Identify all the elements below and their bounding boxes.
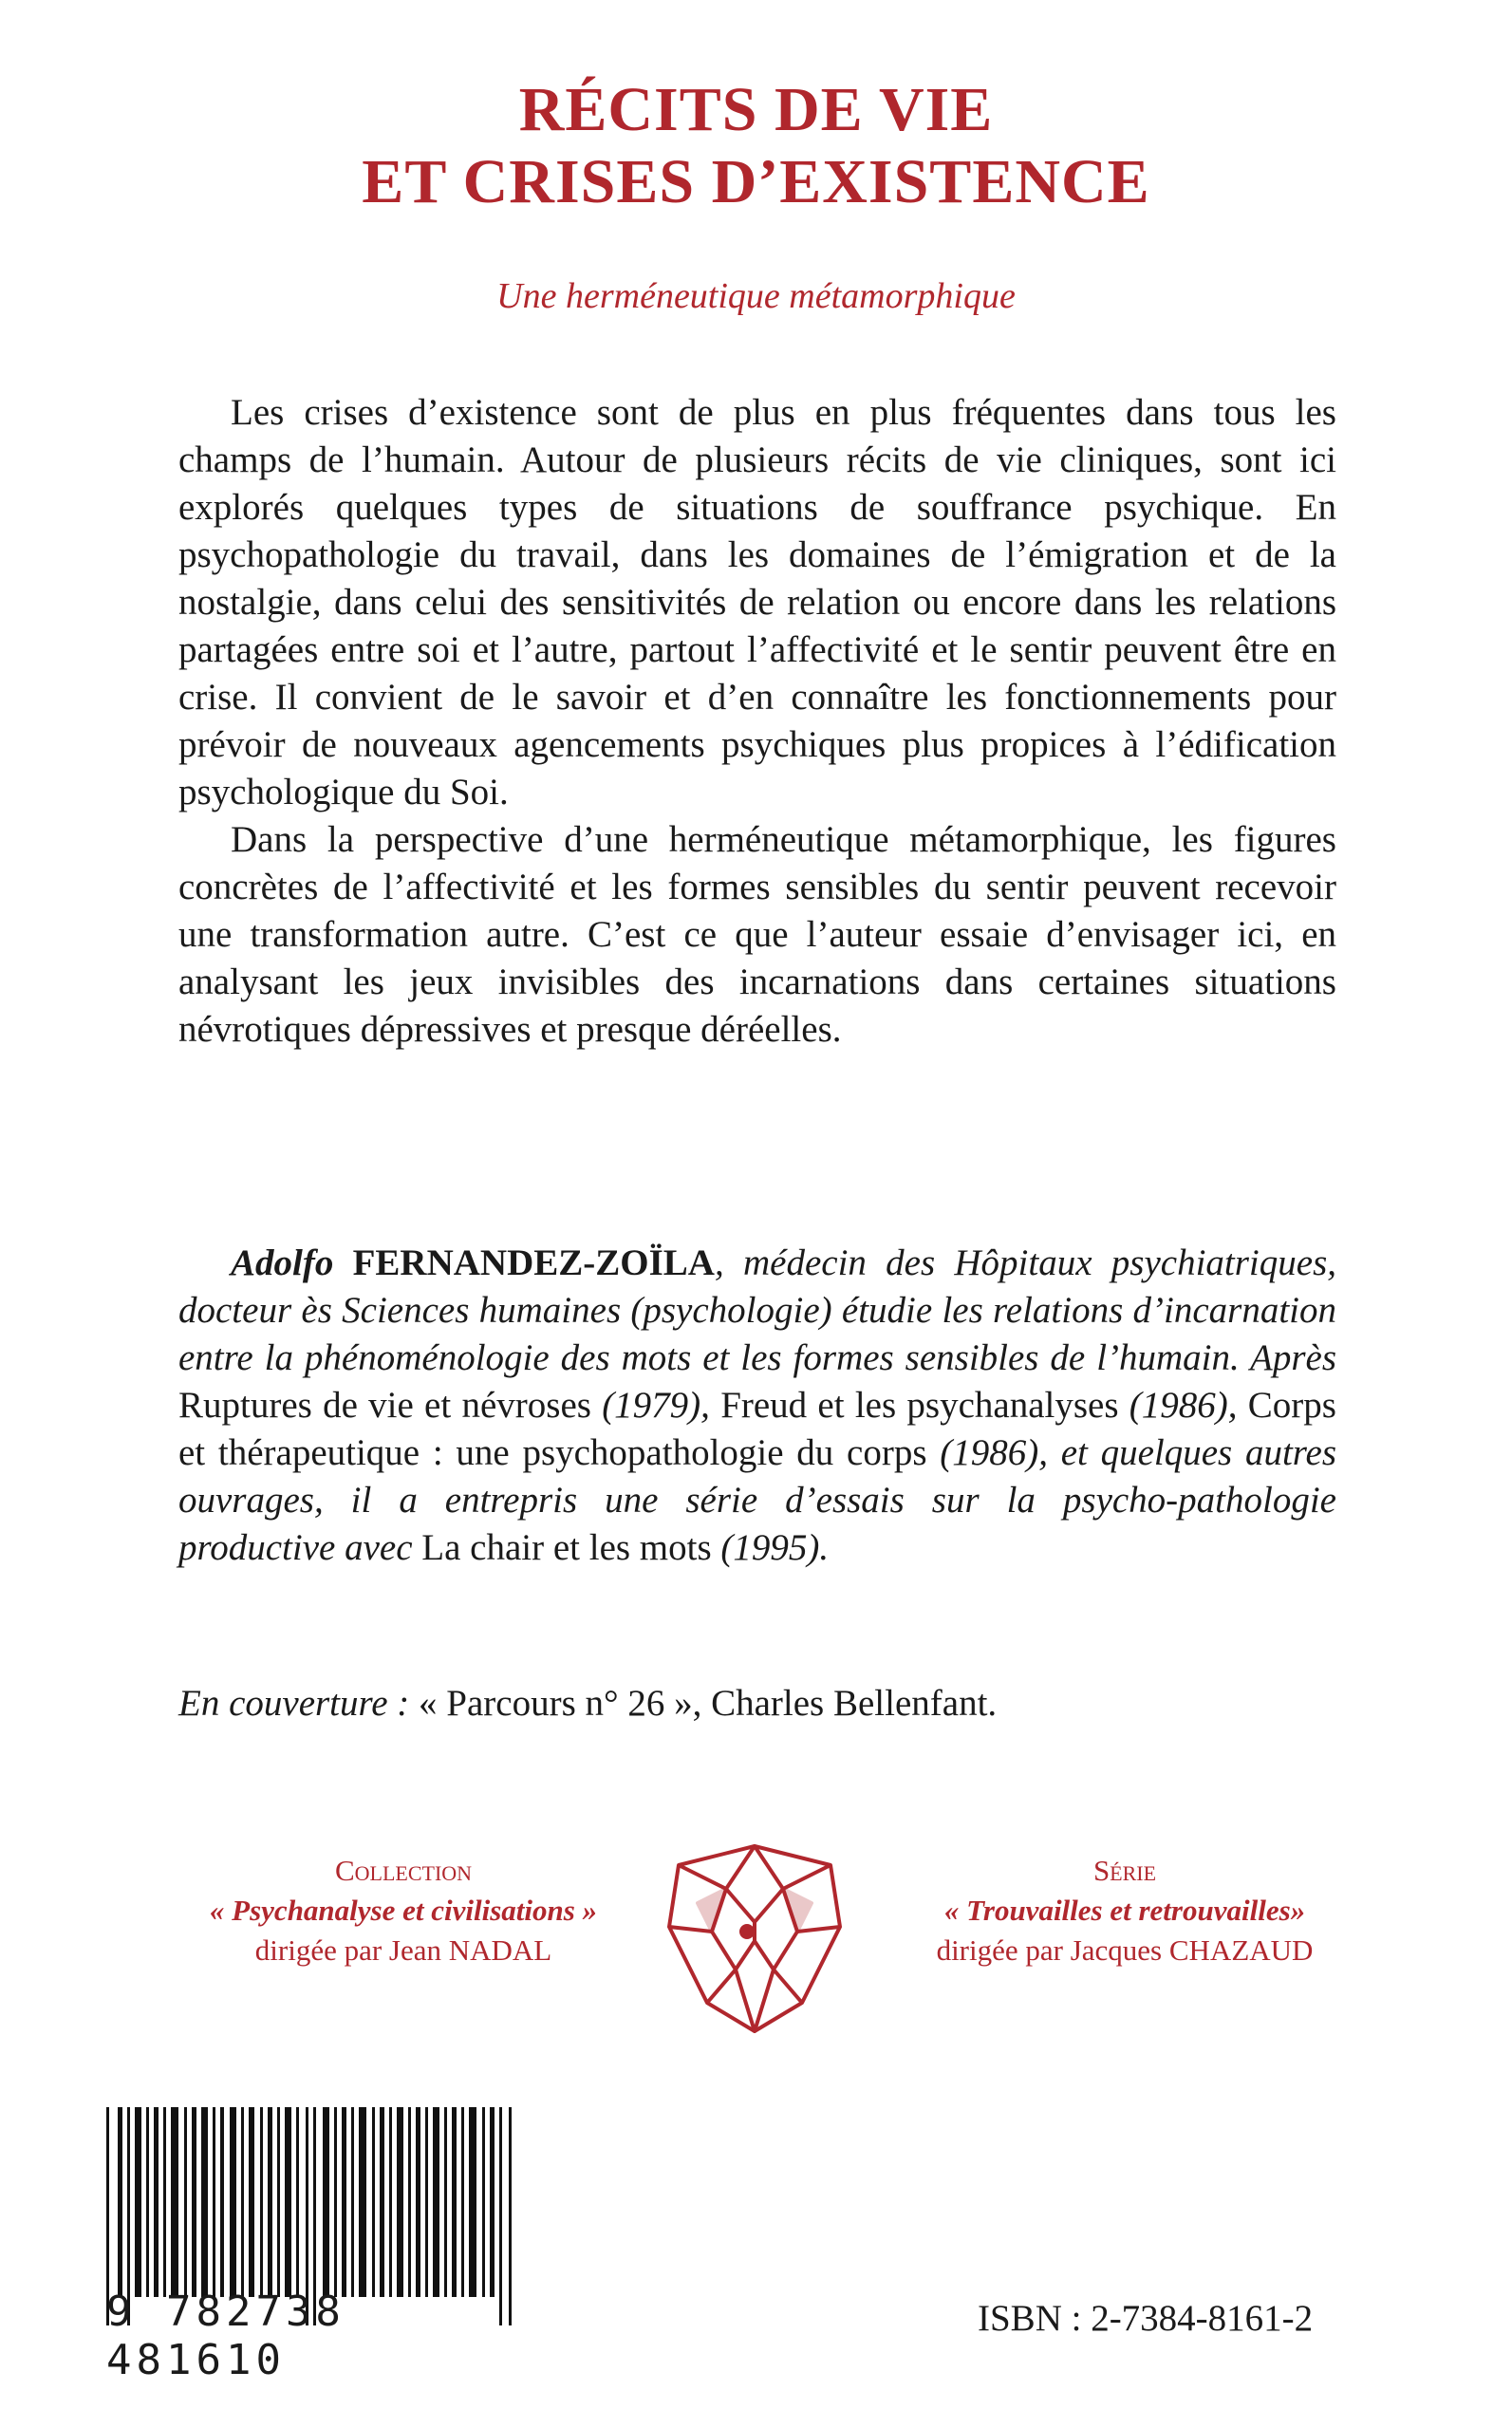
cover-credit-value: « Parcours n° 26 », Charles Bellenfant. xyxy=(409,1683,998,1724)
book-year-4: (1995). xyxy=(711,1527,830,1568)
bio-segment-1: , médecin des Hôpitaux psychiatriques, docteur ès Sciences humaines (psychologie) étudie les relations d’incarnation entre la phénoménologie des mots et les formes sensibles de l’humain. Après xyxy=(178,1242,1336,1378)
book-title-1: Ruptures de vie et névroses xyxy=(178,1385,591,1426)
author-first-name: Adolfo xyxy=(231,1242,334,1283)
collection-name: « Psychanalyse et civilisations » xyxy=(209,1894,598,1927)
book-title xyxy=(0,74,1512,218)
serie-director: dirigée par Jacques CHAZAUD xyxy=(936,1933,1314,1967)
book-title-2: Freud et les psychanalyses xyxy=(720,1385,1119,1426)
book-subtitle: Une herméneutique métamorphique xyxy=(496,276,1016,316)
book-title-4: La chair et les mots xyxy=(421,1527,712,1568)
bio-segment-2: (1986), et quelques autres ouvrages, il a entrepris une série d’essais sur la psycho-pathologie productive avec xyxy=(178,1432,1336,1568)
book-year-2: (1986), xyxy=(1118,1385,1248,1426)
cover-credit-label: En couverture : xyxy=(178,1683,410,1724)
serie-info xyxy=(902,1851,1348,1970)
bio-paragraph xyxy=(178,1240,1336,1572)
summary-paragraph-2: Dans la perspective d’une herméneutique métamorphique, les figures concrètes de l’affectivité et les formes sensibles du sentir peuvent recevoir une transformation autre. C’est ce que l’auteur essaie d’envisager ici, en analysant les jeux invisibles des incarnations dans certaines situations névrotiques dépressives et presque déréelles. xyxy=(178,819,1336,1050)
title-line-2: ET CRISES D’EXISTENCE xyxy=(362,147,1150,216)
author-bio xyxy=(178,1240,1336,1572)
collection-info xyxy=(180,1851,626,1970)
author-last-name: FERNANDEZ-ZOÏLA xyxy=(352,1242,715,1283)
summary-text xyxy=(178,389,1336,1054)
barcode-number: 9 782738 481610 xyxy=(106,2288,345,2384)
collection-heading: Collection xyxy=(334,1854,473,1887)
isbn-number: ISBN : 2-7384-8161-2 xyxy=(978,2298,1314,2339)
serie-name: « Trouvailles et retrouvailles» xyxy=(943,1894,1306,1927)
summary-paragraph-1: Les crises d’existence sont de plus en plus fréquentes dans tous les champs de l’humain. Autour de plusieurs récits de vie cliniques, sont ici explorés quelques types de situations de souffrance psychique. En psychopathologie du travail, dans les domaines de l’émigration et de la nostalgie, dans celui des sensitivités de relation ou encore dans les relations partagées entre soi et l’autre, partout l’affectivité et le sentir peuvent être en crise. Il convient de le savoir et d’en connaître les fonctionnements pour prévoir de nouveaux agencements psychiques plus propices à l’édification psychologique du Soi. xyxy=(178,392,1336,812)
book-year-1: (1979), xyxy=(590,1385,721,1426)
serie-heading: Série xyxy=(1092,1854,1157,1887)
book-title-3: Corps et thérapeutique : une psychopathologie du corps xyxy=(178,1385,1336,1473)
cover-credit xyxy=(178,1682,997,1725)
collection-director: dirigée par Jean NADAL xyxy=(254,1933,552,1967)
publisher-logo-icon xyxy=(660,1837,849,2041)
title-line-1: RÉCITS DE VIE xyxy=(518,75,994,144)
